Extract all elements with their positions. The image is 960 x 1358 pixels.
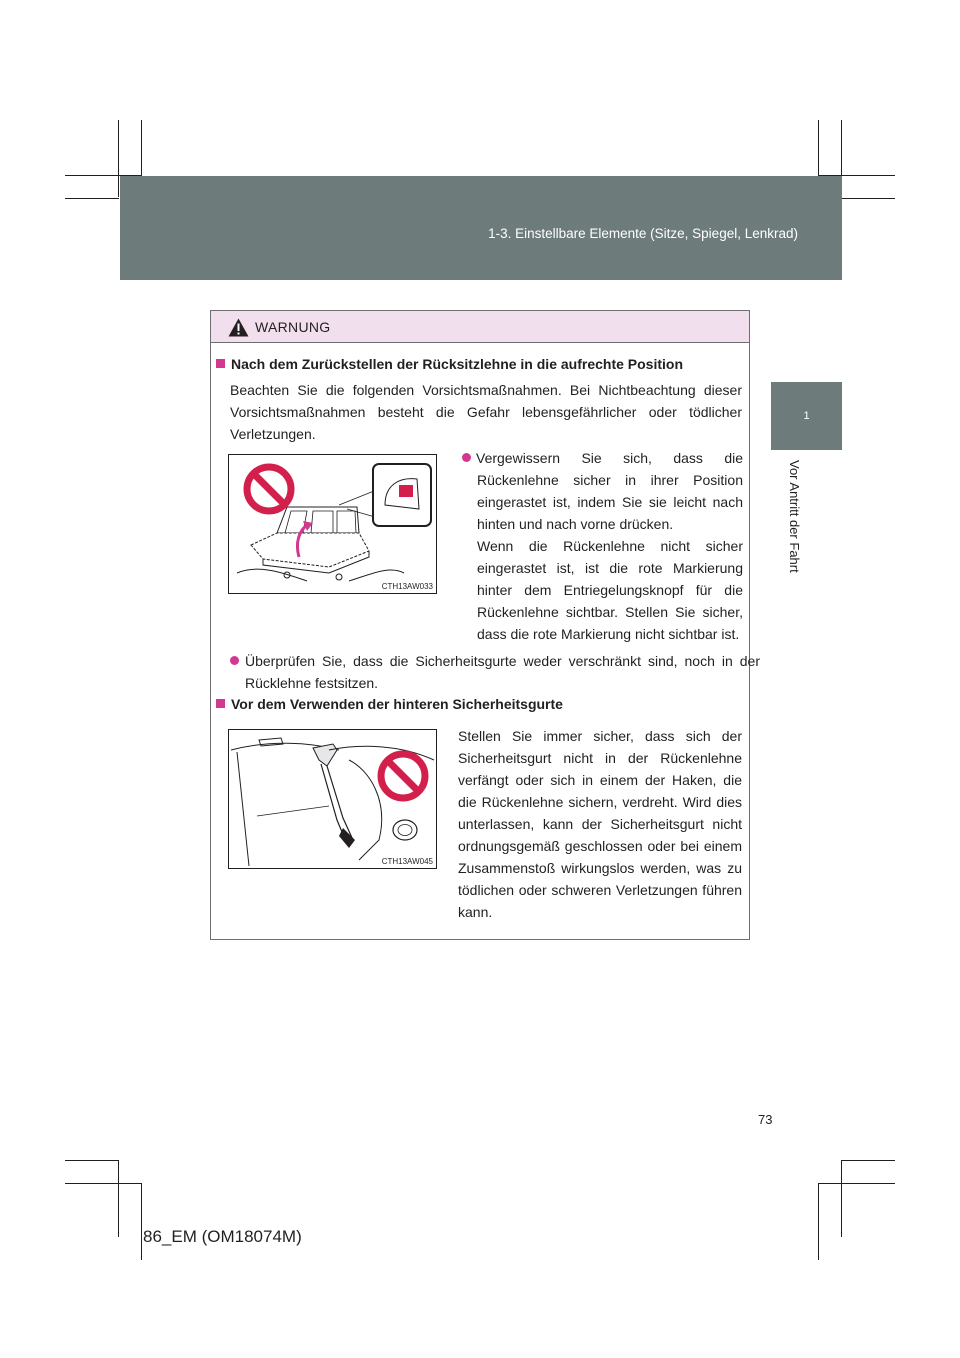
crop-mark	[118, 1160, 119, 1237]
section-title: 1-3. Einstellbare Elemente (Sitze, Spiegel, Lenkrad)	[488, 226, 798, 241]
round-bullet-icon	[230, 656, 239, 665]
square-bullet-icon	[216, 699, 225, 708]
chapter-label: Vor Antritt der Fahrt	[787, 460, 802, 573]
crop-mark	[818, 1183, 819, 1260]
crop-mark	[841, 1160, 842, 1237]
document-code: 86_EM (OM18074M)	[143, 1227, 302, 1246]
seatbelt-drawing	[229, 730, 436, 868]
list-item	[230, 650, 760, 694]
crop-mark	[118, 120, 119, 197]
chapter-tab	[771, 382, 842, 450]
warning-box	[210, 310, 760, 940]
warning-title: WARNUNG	[255, 319, 331, 335]
list-item-note: Wenn die Rückenlehne nicht sicher eingerastet ist, ist die rote Markierung hinter dem Entriegelungsknopf für die Rückenlehne sichtbar. Stellen Sie sicher, dass die rote Markierung nicht sichtbar ist.	[477, 538, 743, 642]
section-heading	[216, 696, 563, 712]
figure-code: CTH13AW033	[381, 582, 433, 591]
section-heading-text: Vor dem Verwenden der hinteren Sicherheitsgurte	[231, 696, 563, 712]
chapter-number: 1	[803, 410, 810, 422]
crop-mark	[65, 1183, 142, 1184]
figure-seatback-illustration	[228, 454, 437, 594]
list-item	[462, 447, 743, 535]
list-item-text: Vergewissern Sie sich, dass die Rückenlehne sicher in ihrer Position eingerastet ist, indem Sie sie leicht nach hinten und nach vorne drücken.	[476, 450, 743, 532]
warning-paragraph: Stellen Sie immer sicher, dass sich der Sicherheitsgurt nicht in der Rückenlehne verfängt oder sich in einem der Haken, die die Rückenlehne sichern, verdreht. Wird dies unterlassen, kann der Sicherheitsgurt nicht ordnungsgemäß geschlossen oder bei einem Zusammenstoß wirkungslos werden, was zu tödlichen oder schweren Verletzungen führen kann.	[458, 728, 742, 920]
crop-mark	[65, 198, 119, 199]
warning-triangle-icon	[228, 318, 249, 337]
figure-code: CTH13AW045	[381, 857, 433, 866]
crop-mark	[841, 1160, 895, 1161]
seatback-drawing	[229, 455, 436, 593]
section-heading	[216, 356, 683, 372]
warning-paragraph: Beachten Sie die folgenden Vorsichtsmaßnahmen. Bei Nichtbeachtung dieser Vorsichtsmaßnahmen besteht die Gefahr lebensgefährlicher oder tödlicher Verletzungen.	[230, 382, 742, 442]
square-bullet-icon	[216, 359, 225, 368]
crop-mark	[841, 198, 895, 199]
header-band	[120, 176, 842, 280]
crop-mark	[141, 1183, 142, 1260]
crop-mark	[818, 1183, 895, 1184]
list-item-text: Überprüfen Sie, dass die Sicherheitsgurte weder verschränkt sind, noch in der Rücklehne festsitzen.	[245, 653, 760, 691]
round-bullet-icon	[462, 453, 471, 462]
page-number: 73	[758, 1112, 773, 1127]
warning-header	[211, 311, 749, 343]
figure-seatbelt-illustration	[228, 729, 437, 869]
bullet-list	[462, 447, 743, 645]
section-heading-text: Nach dem Zurückstellen der Rücksitzlehne in die aufrechte Position	[231, 356, 683, 372]
crop-mark	[65, 1160, 119, 1161]
